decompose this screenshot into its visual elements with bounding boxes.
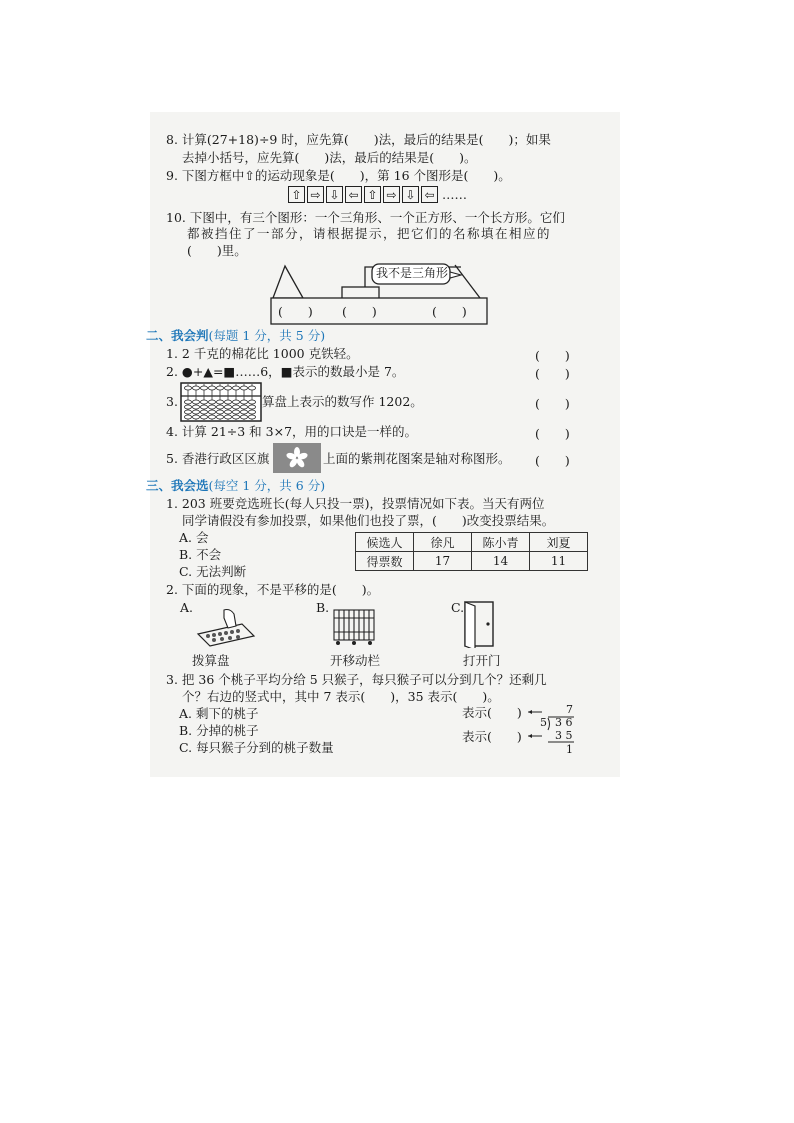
- dividend: 3 6: [555, 716, 573, 729]
- option-c[interactable]: C. 无法判断: [179, 564, 247, 579]
- table-cell: 11: [530, 552, 588, 571]
- speech-bubble-text: 我不是三角形: [376, 266, 449, 280]
- table-row: [356, 552, 588, 571]
- choice-q3-line2: 个？右边的竖式中，其中 7 表示( )，35 表示( )。: [182, 689, 500, 704]
- up-arrow-icon: ⇧: [364, 186, 381, 203]
- up-arrow-icon: ⇧: [288, 186, 305, 203]
- up-arrow-icon: ⇧: [244, 168, 255, 183]
- judge-blank-5[interactable]: ( ): [535, 453, 570, 468]
- q8-line2: 去掉小括号，应先算( )法，最后的结果是( )。: [182, 150, 477, 165]
- circle-icon: ●: [181, 364, 193, 379]
- caption-abacus: 拨算盘: [192, 653, 230, 668]
- judge-item-5-a: 5. 香港行政区区旗: [166, 451, 270, 466]
- judge-item-2-end: 表示的数最小是 7。: [292, 364, 405, 379]
- judge-blank-2[interactable]: ( ): [535, 366, 570, 381]
- triangle-icon: ▲: [203, 364, 213, 379]
- choice-q1-line1: 1. 203 班要竞选班长(每人只投一票)，投票情况如下表。当天有两位: [166, 496, 545, 511]
- judge-item-2: 2. ●+▲=■……6，■表示的数最小是 7。: [166, 364, 405, 379]
- q10-line1: 10. 下图中，有三个图形：一个三角形、一个正方形、一个长方形。它们: [166, 210, 565, 225]
- table-header-row: [356, 533, 588, 552]
- table-cell: 17: [414, 552, 472, 571]
- choice-q3-line1: 3. 把 36 个桃子平均分给 5 只猴子，每只猴子可以分到几个？还剩几: [166, 672, 547, 687]
- square-icon: ■: [223, 364, 236, 379]
- option-b[interactable]: B. 不会: [179, 547, 222, 562]
- table-cell: 14: [472, 552, 530, 571]
- divisor: 5: [540, 716, 547, 729]
- judge-item-3: 算盘上表示的数写作 1202。: [262, 394, 423, 409]
- ellipsis: ……: [442, 187, 467, 202]
- choice-q1-line2: 同学请假没有参加投票，如果他们也投了票，( )改变投票结果。: [182, 513, 555, 528]
- abacus-hand-icon: [194, 606, 258, 648]
- q9-line1: [166, 168, 511, 184]
- option-c[interactable]: C. 每只猴子分到的桃子数量: [179, 740, 334, 755]
- triangle-shape: [273, 266, 303, 298]
- abacus-icon: [180, 382, 262, 422]
- table-cell: 陈小青: [472, 533, 530, 552]
- table-cell: 候选人: [356, 533, 414, 552]
- q8-line1: 8. 计算(27+18)÷9 时，应先算( )法，最后的结果是( )；如果: [166, 132, 551, 147]
- answer-slot[interactable]: ( ): [278, 304, 313, 319]
- judge-item-4: 4. 计算 21÷3 和 3×7，用的口诀是一样的。: [166, 424, 418, 439]
- judge-blank-4[interactable]: ( ): [535, 426, 570, 441]
- quotient: 7: [566, 703, 573, 716]
- down-arrow-icon: ⇩: [402, 186, 419, 203]
- judge-item-2-num: 2.: [166, 364, 182, 379]
- caption-door: 打开门: [463, 653, 501, 668]
- judge-item-2-mid: ……6，: [235, 364, 281, 379]
- door-icon: [461, 600, 497, 648]
- option-b[interactable]: B.: [316, 600, 330, 615]
- option-a[interactable]: A. 剩下的桃子: [179, 706, 259, 721]
- judge-blank-1[interactable]: ( ): [535, 348, 570, 363]
- section3-heading: [146, 478, 325, 494]
- section2-points: (每题 1 分，共 5 分): [208, 328, 326, 343]
- option-a[interactable]: A.: [180, 600, 194, 615]
- option-c[interactable]: C.: [451, 600, 465, 615]
- judge-item-1: 1. 2 千克的棉花比 1000 克铁轻。: [166, 346, 359, 361]
- option-a[interactable]: A. 会: [179, 530, 209, 545]
- hong-kong-flag-icon: [273, 443, 321, 473]
- option-b[interactable]: B. 分掉的桃子: [179, 723, 259, 738]
- calc-label-1[interactable]: 表示( ): [462, 705, 522, 720]
- square-icon: ■: [280, 364, 293, 379]
- left-arrow-icon: ⇦: [421, 186, 438, 203]
- answer-slot[interactable]: ( ): [432, 304, 467, 319]
- judge-item-5-b: 上面的紫荆花图案是轴对称图形。: [323, 451, 511, 466]
- sliding-gate-icon: [330, 604, 380, 648]
- down-arrow-icon: ⇩: [326, 186, 343, 203]
- vote-table: [355, 532, 588, 571]
- speech-bubble-tail: [450, 272, 461, 278]
- section2-heading: [146, 328, 325, 344]
- product: 3 5: [555, 729, 573, 742]
- answer-slot[interactable]: ( ): [342, 304, 377, 319]
- table-cell: 得票数: [356, 552, 414, 571]
- q9-text-b: 的运动现象是( )，第 16 个图形是( )。: [254, 168, 511, 183]
- judge-blank-3[interactable]: ( ): [535, 396, 570, 411]
- left-arrow-icon: ⇦: [345, 186, 362, 203]
- section2-title: 二、我会判: [146, 328, 209, 343]
- right-arrow-icon: ⇨: [383, 186, 400, 203]
- section3-points: (每空 1 分，共 6 分): [208, 478, 326, 493]
- table-cell: 徐凡: [414, 533, 472, 552]
- rectangle-edge: [455, 265, 480, 298]
- judge-item-3-num: 3.: [166, 394, 178, 409]
- calc-label-2[interactable]: 表示( ): [462, 729, 522, 744]
- remainder: 1: [566, 743, 573, 756]
- q9-text-a: 9. 下图方框中: [166, 168, 245, 183]
- choice-q2-line1: 2. 下面的现象，不是平移的是( )。: [166, 582, 380, 597]
- caption-gate: 开移动栏: [330, 653, 381, 668]
- q10-line3: ( )里。: [187, 243, 247, 258]
- section3-title: 三、我会选: [146, 478, 209, 493]
- q10-line2: 都被挡住了一部分，请根据提示，把它们的名称填在相应的: [187, 226, 552, 241]
- table-cell: 刘夏: [530, 533, 588, 552]
- right-arrow-icon: ⇨: [307, 186, 324, 203]
- arrow-sequence: [288, 186, 467, 203]
